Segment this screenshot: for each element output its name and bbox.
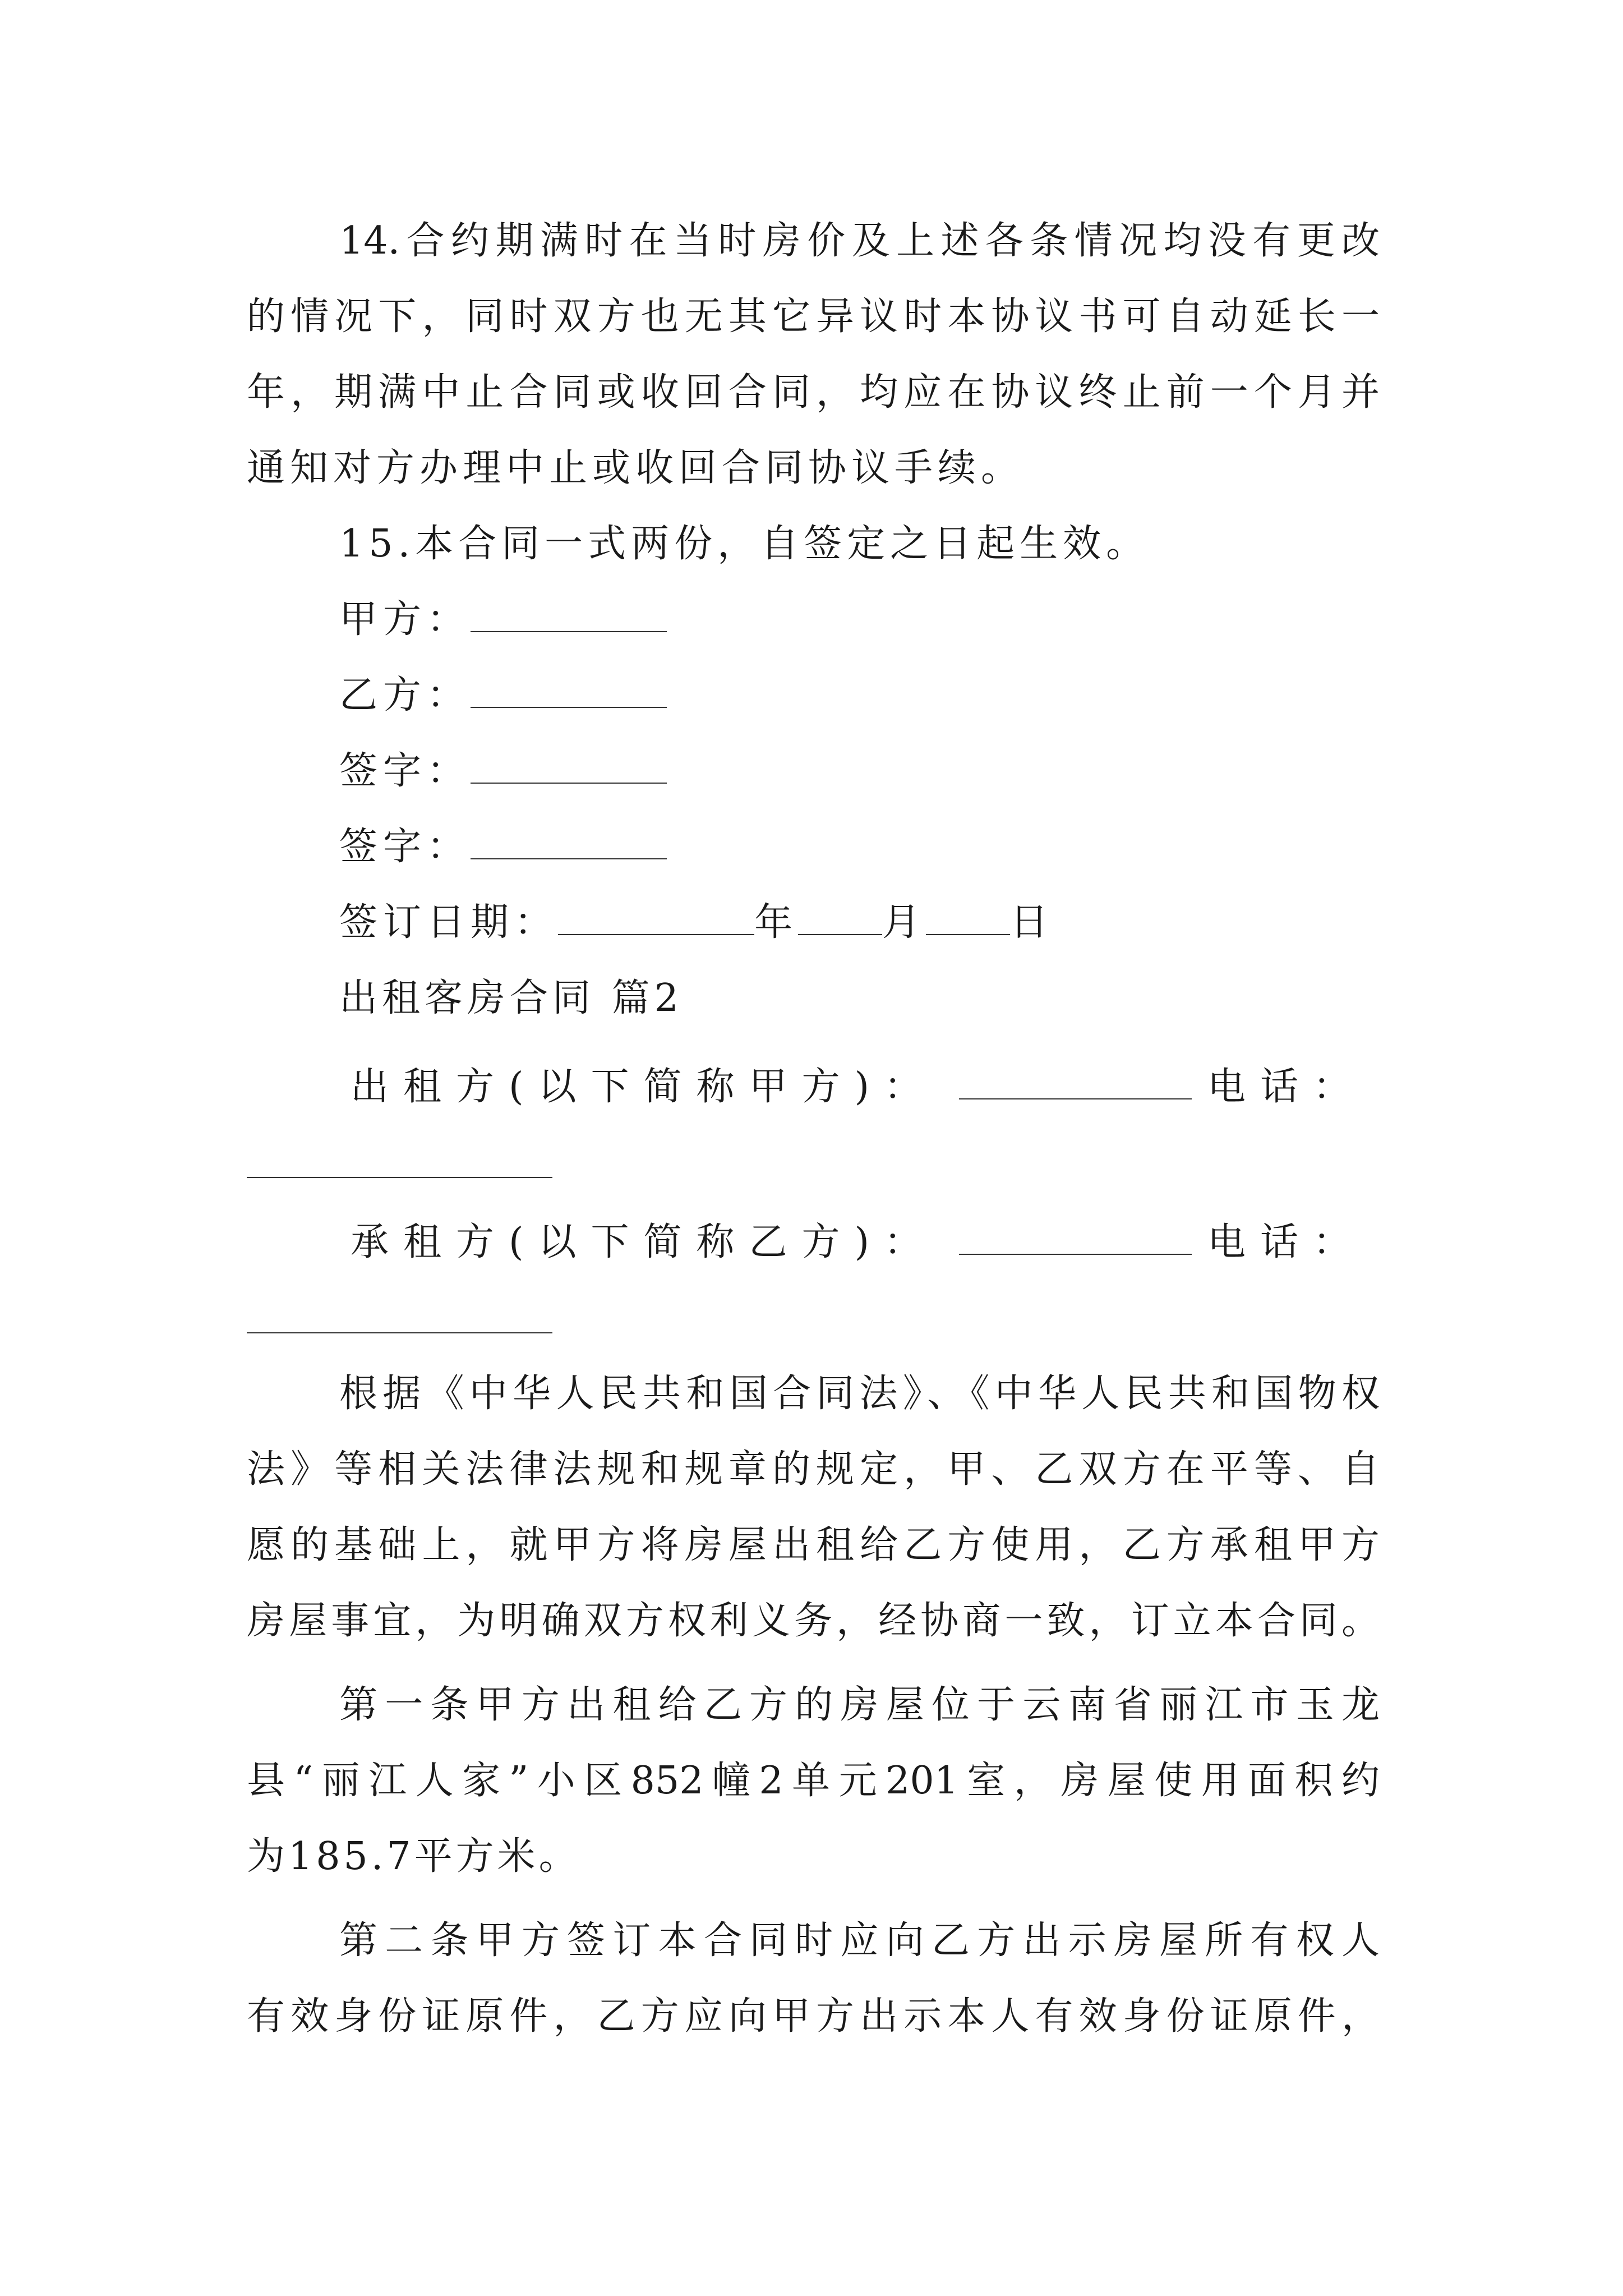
- signature-1-label: 签字：: [339, 749, 471, 793]
- lessor-phone-label: 电话：: [1207, 1065, 1366, 1109]
- clause-14-line-3: 年，期满中止合同或收回合同，均应在协议终止前一个月并: [247, 370, 1380, 415]
- sign-date-day-blank: [926, 901, 1010, 935]
- preamble-line-3: 愿的基础上，就甲方将房屋出租给乙方使用，乙方承租甲方: [247, 1523, 1380, 1567]
- preamble-line-4: 房屋事宜，为明确双方权利义务，经协商一致，订立本合同。: [247, 1599, 1380, 1643]
- sign-date-month-label: 月: [882, 900, 926, 945]
- party-a-blank: [471, 599, 667, 632]
- section-title: 出租客房合同 篇2: [339, 976, 683, 1020]
- clause-15: 15.本合同一式两份，自签定之日起生效。: [339, 522, 1150, 566]
- clause-14-line-4: 通知对方办理中止或收回合同协议手续。: [247, 446, 1025, 490]
- sign-date-day-label: 日: [1010, 900, 1054, 945]
- lessor-phone-blank: [247, 1177, 552, 1178]
- preamble-line-1: 根据《中华人民共和国合同法》、《中华人民共和国物权: [339, 1372, 1380, 1416]
- party-b-signature-row: [339, 673, 667, 718]
- lessee-phone-blank: [247, 1332, 552, 1333]
- signature-2-blank: [471, 826, 667, 859]
- article-1-line-2: 县“丽江人家”小区852幢2单元201室，房屋使用面积约: [247, 1759, 1380, 1803]
- preamble-line-2: 法》等相关法律法规和规章的规定，甲、乙双方在平等、自: [247, 1447, 1380, 1492]
- sign-date-month-blank: [798, 901, 882, 935]
- sign-date-label: 签订日期：: [339, 900, 559, 945]
- party-b-label: 乙方：: [339, 673, 471, 717]
- signature-1-blank: [471, 750, 667, 784]
- lessee-name-blank: [959, 1221, 1192, 1255]
- party-a-label: 甲方：: [339, 597, 471, 642]
- party-a-signature-row: [339, 597, 667, 642]
- clause-14-line-1: 14.合约期满时在当时房价及上述各条情况均没有更改: [339, 219, 1380, 263]
- sign-date-year-label: 年: [754, 900, 799, 945]
- signature-2-row: [339, 825, 667, 869]
- lessee-phone-label: 电话：: [1207, 1220, 1366, 1264]
- article-1-line-1: 第一条甲方出租给乙方的房屋位于云南省丽江市玉龙: [339, 1683, 1380, 1727]
- lessee-label: 承租方(以下简称乙方)：: [351, 1220, 937, 1264]
- sign-date-year-blank: [558, 901, 754, 935]
- lessor-name-blank: [959, 1066, 1192, 1099]
- article-1-line-3: 为185.7平方米。: [247, 1834, 580, 1879]
- party-b-blank: [471, 674, 667, 708]
- signature-2-label: 签字：: [339, 825, 471, 869]
- sign-date-row: [339, 900, 1054, 945]
- lessor-label: 出租方(以下简称甲方)：: [351, 1065, 937, 1109]
- lessor-row: [351, 1065, 1366, 1110]
- article-2-line-2: 有效身份证原件，乙方应向甲方出示本人有效身份证原件，: [247, 1994, 1380, 2039]
- lessee-row: [351, 1220, 1366, 1265]
- signature-1-row: [339, 749, 667, 794]
- article-2-line-1: 第二条甲方签订本合同时应向乙方出示房屋所有权人: [339, 1918, 1380, 1963]
- clause-14-line-2: 的情况下，同时双方也无其它异议时本协议书可自动延长一: [247, 295, 1380, 339]
